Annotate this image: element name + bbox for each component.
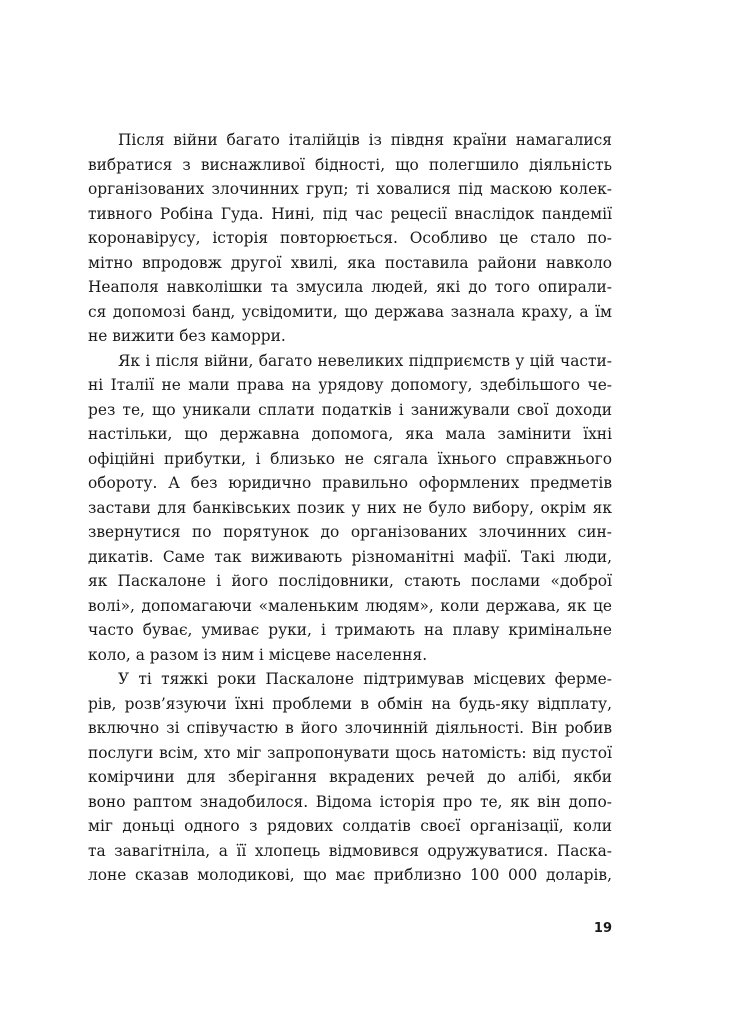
paragraph-2-line-11: волі», допомагаючи «маленьким людям», коли держава, як це	[88, 596, 612, 615]
paragraph-2-line-4: настільки, що державна допомога, яка мала замінити їхні	[88, 425, 612, 443]
paragraph-2-line-6: обороту. А без юридично правильно оформлених предметів	[88, 474, 612, 492]
paragraph-2-line-3: рез те, що уникали сплати податків і занижували свої доходи	[88, 400, 612, 419]
paragraph-2-line-2: ні Італії не мали права на урядову допомогу, здебільшого че-	[88, 376, 612, 394]
paragraph-2-line-12: часто буває, умиває руки, і тримають на плаву кримінальне	[88, 621, 612, 639]
paragraph-2-line-5: офіційні прибутки, і близько не сягала їхнього справжнього	[88, 449, 612, 468]
paragraph-2-line-9: дикатів. Саме так виживають різноманітні мафії. Такі люди,	[88, 547, 612, 566]
paragraph-3-line-3: включно зі співучастю в його злочинній діяльності. Він робив	[88, 719, 612, 737]
paragraph-3-line-1: У ті тяжкі роки Паскалоне підтримував місцевих ферме-	[118, 670, 612, 688]
paragraph-2-line-8: звернутися по порятунок до організованих злочинних син-	[88, 523, 612, 541]
paragraph-1-line-5: коронавірусу, історія повторюється. Особливо це стало по-	[88, 229, 612, 247]
paragraph-3-line-7: міг доньці одного з рядових солдатів своєї організації, коли	[88, 817, 612, 835]
body-text	[88, 128, 612, 888]
paragraph-1-line-3: організованих злочинних груп; ті ховалися під маскою колек-	[88, 180, 612, 198]
paragraph-1-line-2: вибратися з виснажливої бідності, що полегшило діяльність	[88, 155, 612, 174]
paragraph-1-line-4: тивного Робіна Гуда. Нині, під час рецесії внаслідок пандемії	[88, 204, 612, 223]
paragraph-3-line-5: комірчини для зберігання вкрадених речей до алібі, якби	[88, 768, 612, 786]
paragraph-2-line-1: Як і після війни, багато невеликих підприємств у цій части-	[118, 351, 612, 370]
paragraph-3-line-2: рів, розв’язуючи їхні проблеми в обмін на будь-яку відплату,	[88, 694, 612, 713]
paragraph-2-line-7: застави для банківських позик у них не було вибору, окрім як	[88, 498, 612, 517]
paragraph-3-line-9: лоне сказав молодикові, що має приблизно 100 000 доларів,	[88, 866, 612, 884]
paragraph-1-line-7: Неаполя навколішки та змусила людей, які до того опирали-	[88, 278, 612, 296]
paragraph-2-line-13: коло, а разом із ним і місцеве населення.	[88, 645, 428, 664]
paragraph-1-line-8: ся допомозі банд, усвідомити, що держава зазнала краху, а їм	[88, 302, 612, 321]
paragraph-1-line-1: Після війни багато італійців із півдня країни намагалися	[118, 131, 612, 149]
paragraph-1-line-6: мітно впродовж другої хвилі, яка поставила райони навколо	[88, 253, 612, 272]
paragraph-3-line-8: та завагітніла, а її хлопець відмовився одружуватися. Паска-	[88, 841, 612, 860]
paragraph-2-line-10: як Паскалоне і його послідовники, стають послами «доброї	[88, 572, 612, 590]
paragraph-3-line-6: воно раптом знадобилося. Відома історія про те, як він допо-	[88, 792, 612, 811]
page-number: 19	[593, 921, 612, 936]
paragraph-3-line-4: послуги всім, хто міг запропонувати щось натомість: від пустої	[88, 743, 612, 762]
paragraph-1-line-9: не вижити без каморри.	[88, 327, 286, 345]
